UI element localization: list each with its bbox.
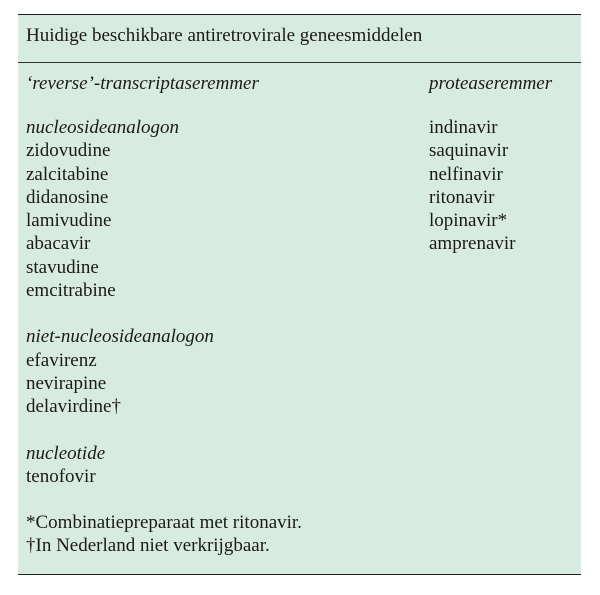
spacer bbox=[26, 302, 406, 325]
footnote: †In Nederland niet verkrijgbaar. bbox=[26, 535, 270, 557]
list-item: abacavir bbox=[26, 233, 91, 255]
list-item: zalcitabine bbox=[26, 163, 109, 185]
category-nucleoside-label: nucleosideanalogon bbox=[26, 117, 180, 138]
spacer bbox=[26, 419, 406, 442]
spacer bbox=[26, 488, 406, 511]
list-item: tenofovir bbox=[26, 465, 96, 487]
list-item: zidovudine bbox=[26, 140, 111, 162]
list-item: lamivudine bbox=[26, 210, 112, 232]
protease-column bbox=[429, 116, 579, 256]
category-nucleotide-label: nucleotide bbox=[26, 442, 106, 464]
list-item: nevirapine bbox=[26, 372, 107, 394]
list-item: amprenavir bbox=[429, 233, 516, 255]
table-title: Huidige beschikbare antiretrovirale geneesmiddelen bbox=[26, 25, 423, 46]
list-item: stavudine bbox=[26, 256, 99, 278]
footnote: *Combinatiepreparaat met ritonavir. bbox=[26, 512, 302, 534]
list-item: efavirenz bbox=[26, 349, 97, 371]
list-item: saquinavir bbox=[429, 140, 509, 162]
header-divider bbox=[18, 62, 581, 63]
list-item: indinavir bbox=[429, 117, 498, 138]
list-item: emcitrabine bbox=[26, 280, 116, 302]
drug-table bbox=[18, 14, 581, 575]
column-header-reverse-transcriptase: ‘reverse’-transcriptaseremmer bbox=[26, 73, 259, 94]
category-non-nucleoside-label: niet-nucleosideanalogon bbox=[26, 326, 214, 348]
list-item: delavirdine† bbox=[26, 396, 121, 418]
column-header-protease: proteaseremmer bbox=[429, 73, 553, 94]
list-item: nelfinavir bbox=[429, 163, 503, 185]
list-item: lopinavir* bbox=[429, 210, 508, 232]
list-item: didanosine bbox=[26, 186, 109, 208]
reverse-transcriptase-column bbox=[26, 116, 406, 558]
list-item: ritonavir bbox=[429, 186, 495, 208]
